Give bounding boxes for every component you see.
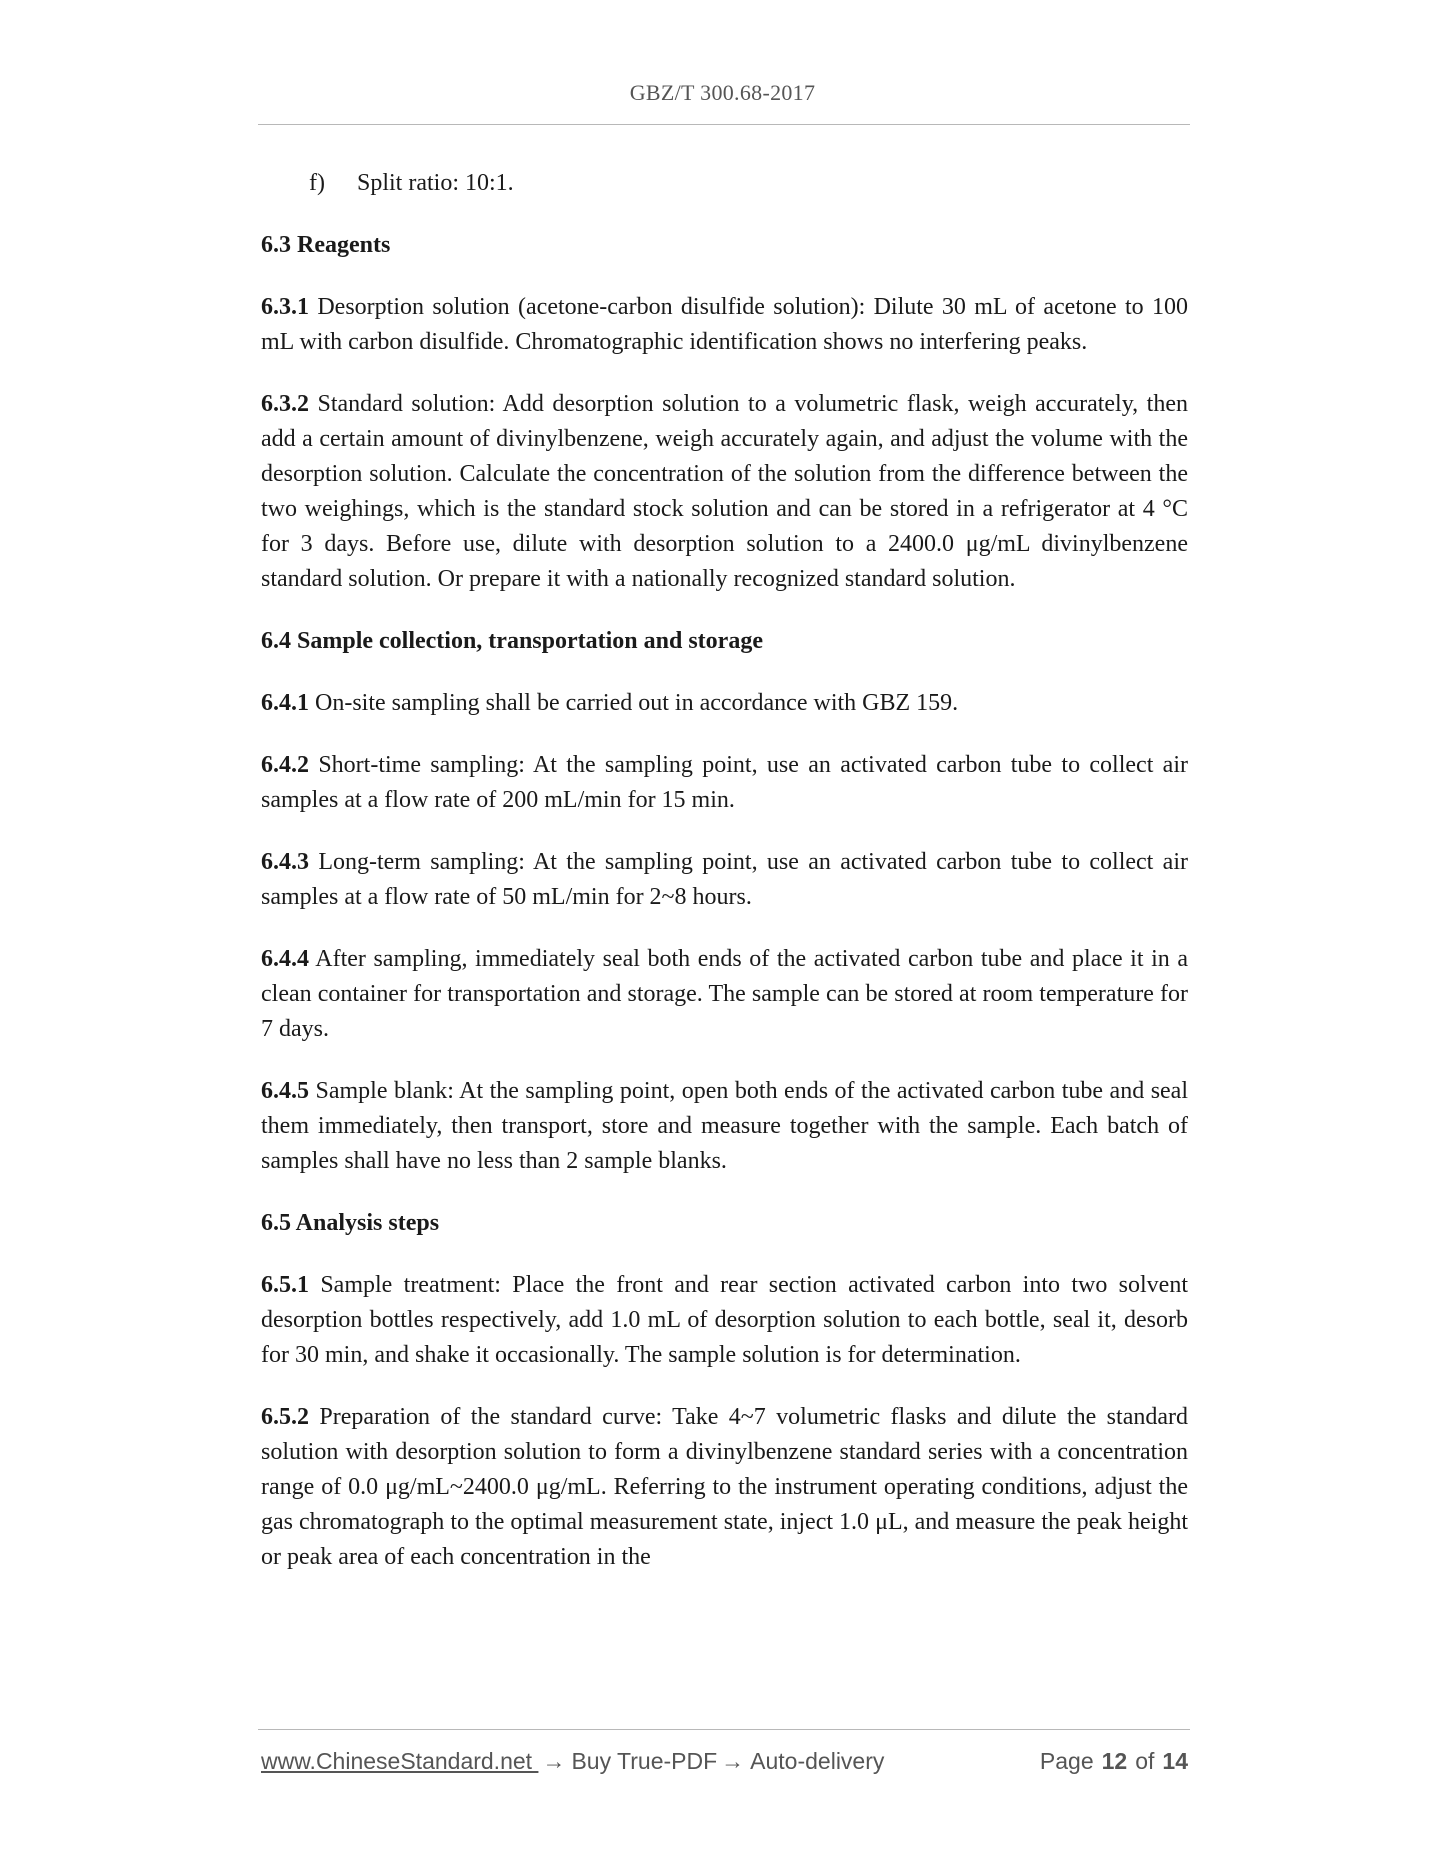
header-divider <box>258 124 1190 125</box>
document-body <box>261 166 1188 1602</box>
clause-6-4-5 <box>261 1074 1188 1179</box>
clause-text: Sample blank: At the sampling point, open both ends of the activated carbon tube and seal them immediately, then transport, store and measure together with the sample. Each batch of samples shall have no less than 2 sample blanks. <box>261 1078 1188 1174</box>
clause-text: Sample treatment: Place the front and rear section activated carbon into two solvent desorption bottles respectively, add 1.0 mL of desorption solution to each bottle, seal it, desorb for 30 min, and shake it occasionally. The sample solution is for determination. <box>261 1272 1188 1368</box>
clause-number: 6.5.2 <box>261 1404 309 1430</box>
footer-promo <box>261 1748 884 1775</box>
clause-6-5-2 <box>261 1400 1188 1575</box>
clause-text: Short-time sampling: At the sampling point, use an activated carbon tube to collect air samples at a flow rate of 200 mL/min for 15 min. <box>261 752 1188 813</box>
clause-6-4-1 <box>261 686 1188 721</box>
clause-number: 6.4.2 <box>261 752 309 778</box>
clause-number: 6.4.5 <box>261 1078 309 1104</box>
list-marker: f) <box>309 170 325 196</box>
page-header: GBZ/T 300.68-2017 <box>629 80 816 105</box>
buy-pdf-text: Buy True-PDF <box>571 1748 718 1774</box>
arrow-right-icon: → <box>721 1748 745 1774</box>
page-label: Page <box>1039 1748 1094 1774</box>
section-heading-6-3: 6.3 Reagents <box>261 232 391 258</box>
arrow-right-icon: → <box>542 1748 566 1774</box>
footer-divider <box>258 1729 1190 1730</box>
section-heading-6-4: 6.4 Sample collection, transportation and storage <box>261 628 763 654</box>
clause-number: 6.5.1 <box>261 1272 309 1298</box>
clause-text: Long-term sampling: At the sampling point, use an activated carbon tube to collect air samples at a flow rate of 50 mL/min for 2~8 hours. <box>261 849 1188 910</box>
clause-text: After sampling, immediately seal both ends of the activated carbon tube and place it in a clean container for transportation and storage. The sample can be stored at room temperature for 7 days. <box>261 946 1188 1042</box>
clause-number: 6.4.4 <box>261 946 309 972</box>
page-indicator <box>1040 1748 1188 1775</box>
clause-text: Standard solution: Add desorption solution to a volumetric flask, weigh accurately, then add a certain amount of divinylbenzene, weigh accurately again, and adjust the volume with the desorption solution. Calculate the concentration of the solution from the difference between the two weighings, which is the standard stock solution and can be stored in a refrigerator at 4 °C for 3 days. Before use, dilute with desorption solution to a 2400.0 μg/mL divinylbenzene standard solution. Or prepare it with a nationally recognized standard solution. <box>261 391 1188 592</box>
clause-number: 6.4.1 <box>261 690 309 716</box>
clause-6-3-1 <box>261 290 1188 360</box>
clause-number: 6.3.2 <box>261 391 309 417</box>
website-link[interactable]: www.ChineseStandard.net <box>261 1748 539 1774</box>
list-item-f <box>309 166 1188 201</box>
clause-text: On-site sampling shall be carried out in accordance with GBZ 159. <box>309 690 959 716</box>
clause-6-5-1 <box>261 1268 1188 1373</box>
clause-6-4-4 <box>261 942 1188 1047</box>
clause-text: Desorption solution (acetone-carbon disulfide solution): Dilute 30 mL of acetone to 100 mL with carbon disulfide. Chromatographic identification shows no interfering peaks. <box>261 294 1188 355</box>
list-item-text: Split ratio: 10:1. <box>357 170 514 196</box>
section-heading-6-5: 6.5 Analysis steps <box>261 1210 440 1236</box>
page-current: 12 <box>1101 1748 1128 1774</box>
clause-6-3-2 <box>261 387 1188 597</box>
auto-delivery-text: Auto-delivery <box>750 1748 885 1774</box>
page-of-label: of <box>1135 1748 1155 1774</box>
clause-number: 6.4.3 <box>261 849 309 875</box>
clause-6-4-3 <box>261 845 1188 915</box>
clause-6-4-2 <box>261 748 1188 818</box>
page-total: 14 <box>1162 1748 1188 1774</box>
clause-number: 6.3.1 <box>261 294 309 320</box>
clause-text: Preparation of the standard curve: Take 4~7 volumetric flasks and dilute the standard solution with desorption solution to form a divinylbenzene standard series with a concentration range of 0.0 μg/mL~2400.0 μg/mL. Referring to the instrument operating conditions, adjust the gas chromatograph to the optimal measurement state, inject 1.0 μL, and measure the peak height or peak area of each concentration in the <box>261 1404 1188 1570</box>
